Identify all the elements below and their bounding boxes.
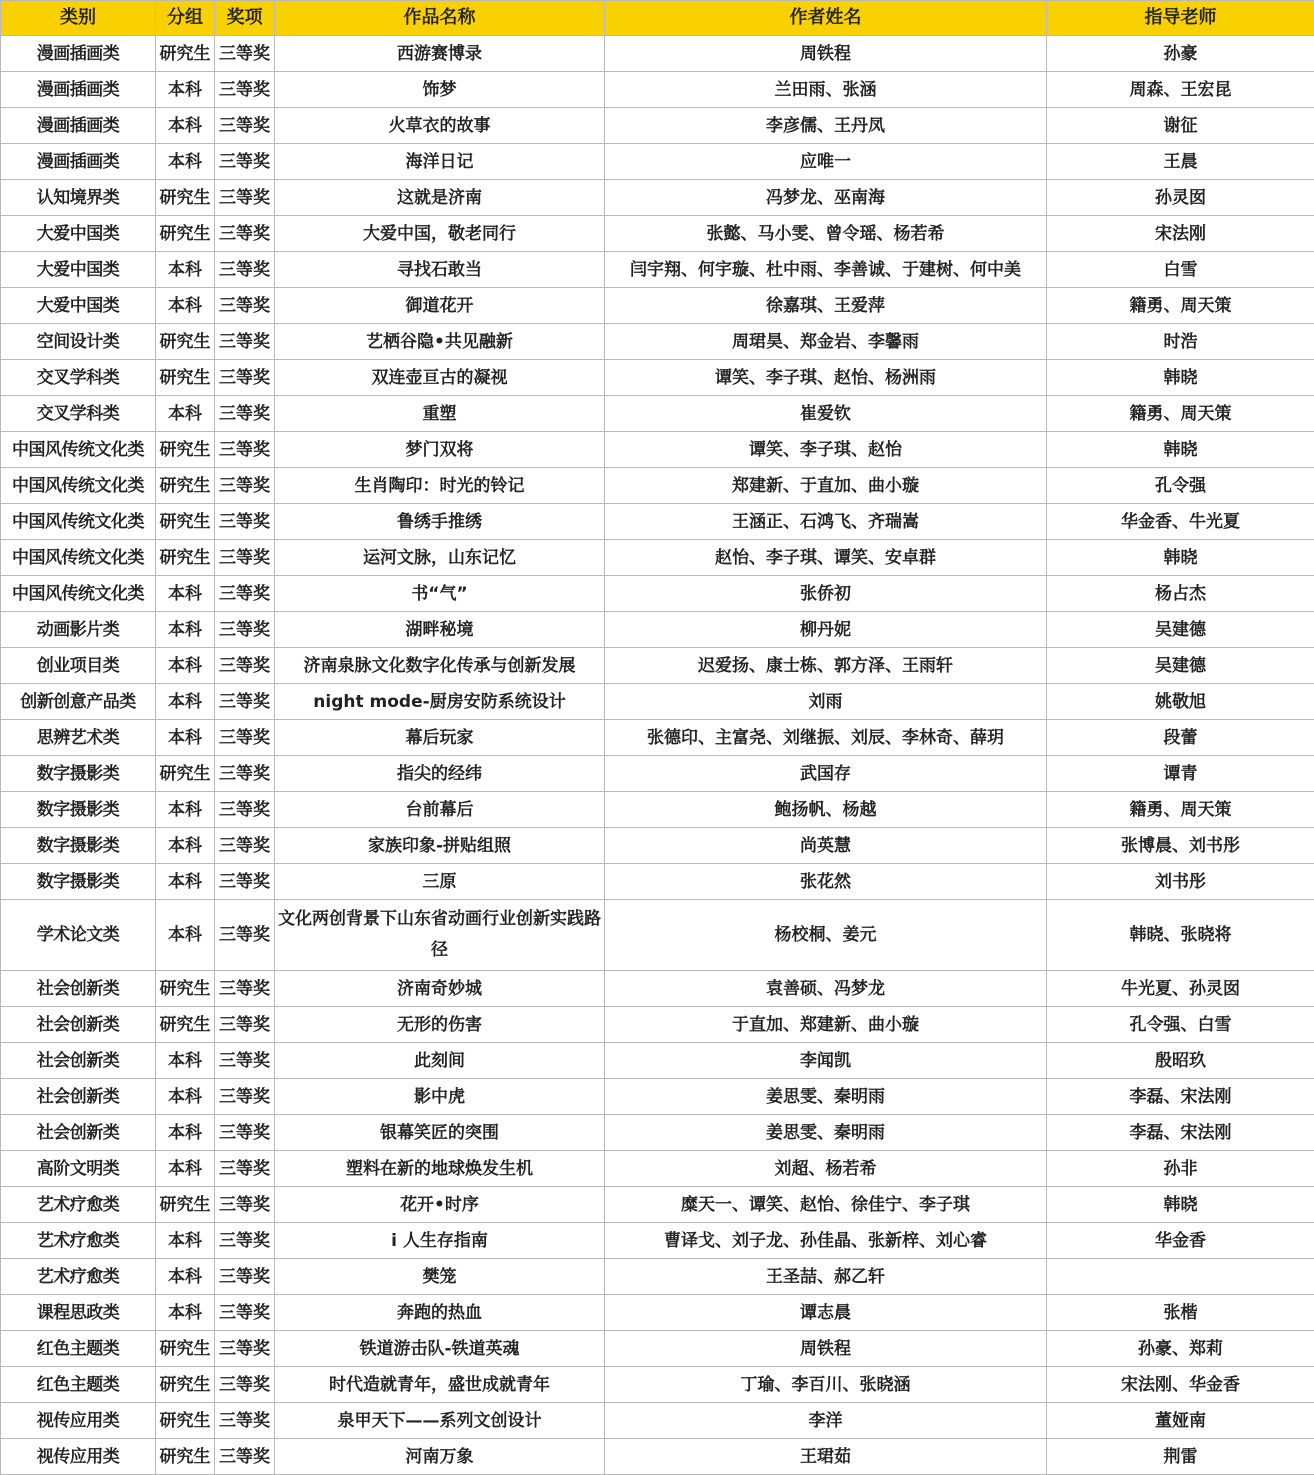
category-cell: 数字摄影类 xyxy=(1,864,156,900)
authors-cell: 张侨初 xyxy=(605,576,1047,612)
table-row xyxy=(1,252,1314,288)
table-row xyxy=(1,1439,1314,1475)
category-cell: 认知境界类 xyxy=(1,180,156,216)
table-row xyxy=(1,792,1314,828)
title-cell: 鲁绣手推绣 xyxy=(275,504,605,540)
authors-cell: 武国存 xyxy=(605,756,1047,792)
advisor-cell: 杨占杰 xyxy=(1047,576,1314,612)
advisor-cell: 孙豪 xyxy=(1047,36,1314,72)
advisor-cell: 孙豪、郑莉 xyxy=(1047,1331,1314,1367)
award-cell: 三等奖 xyxy=(215,216,275,252)
title-cell: 艺栖谷隐•共见融新 xyxy=(275,324,605,360)
title-cell: 铁道游击队-铁道英魂 xyxy=(275,1331,605,1367)
authors-cell: 刘雨 xyxy=(605,684,1047,720)
award-cell: 三等奖 xyxy=(215,108,275,144)
authors-cell: 冯梦龙、巫南海 xyxy=(605,180,1047,216)
category-cell: 大爱中国类 xyxy=(1,216,156,252)
advisor-cell: 籍勇、周天策 xyxy=(1047,792,1314,828)
group-cell: 本科 xyxy=(156,684,215,720)
advisor-cell: 李磊、宋法刚 xyxy=(1047,1079,1314,1115)
award-cell: 三等奖 xyxy=(215,360,275,396)
title-cell: 饰梦 xyxy=(275,72,605,108)
header-award: 奖项 xyxy=(215,1,275,36)
category-cell: 创业项目类 xyxy=(1,648,156,684)
authors-cell: 徐嘉琪、王爱萍 xyxy=(605,288,1047,324)
table-row xyxy=(1,828,1314,864)
award-cell: 三等奖 xyxy=(215,432,275,468)
table-row xyxy=(1,288,1314,324)
award-cell: 三等奖 xyxy=(215,72,275,108)
group-cell: 本科 xyxy=(156,1151,215,1187)
award-cell: 三等奖 xyxy=(215,1331,275,1367)
group-cell: 本科 xyxy=(156,144,215,180)
group-cell: 研究生 xyxy=(156,504,215,540)
advisor-cell: 白雪 xyxy=(1047,252,1314,288)
category-cell: 社会创新类 xyxy=(1,1007,156,1043)
advisor-cell: 王晨 xyxy=(1047,144,1314,180)
group-cell: 研究生 xyxy=(156,36,215,72)
table-row xyxy=(1,1187,1314,1223)
award-cell: 三等奖 xyxy=(215,504,275,540)
table-row xyxy=(1,612,1314,648)
award-cell: 三等奖 xyxy=(215,1115,275,1151)
title-cell: 书“气” xyxy=(275,576,605,612)
category-cell: 漫画插画类 xyxy=(1,72,156,108)
award-cell: 三等奖 xyxy=(215,612,275,648)
table-row xyxy=(1,216,1314,252)
advisor-cell: 吴建德 xyxy=(1047,648,1314,684)
award-cell: 三等奖 xyxy=(215,540,275,576)
advisor-cell: 华金香、牛光夏 xyxy=(1047,504,1314,540)
title-cell: 文化两创背景下山东省动画行业创新实践路径 xyxy=(275,900,605,971)
title-cell: 家族印象-拼贴组照 xyxy=(275,828,605,864)
authors-cell: 鲍扬帆、杨越 xyxy=(605,792,1047,828)
group-cell: 本科 xyxy=(156,1223,215,1259)
group-cell: 本科 xyxy=(156,900,215,971)
award-cell: 三等奖 xyxy=(215,864,275,900)
award-cell: 三等奖 xyxy=(215,1043,275,1079)
title-cell: 银幕笑匠的突围 xyxy=(275,1115,605,1151)
category-cell: 艺术疗愈类 xyxy=(1,1223,156,1259)
table-row xyxy=(1,1151,1314,1187)
category-cell: 大爱中国类 xyxy=(1,288,156,324)
table-row xyxy=(1,72,1314,108)
authors-cell: 应唯一 xyxy=(605,144,1047,180)
authors-cell: 张花然 xyxy=(605,864,1047,900)
table-row xyxy=(1,1007,1314,1043)
header-category: 类别 xyxy=(1,1,156,36)
authors-cell: 王涵正、石鸿飞、齐瑞嵩 xyxy=(605,504,1047,540)
table-row xyxy=(1,1043,1314,1079)
authors-cell: 王珺茹 xyxy=(605,1439,1047,1475)
category-cell: 课程思政类 xyxy=(1,1295,156,1331)
title-cell: 时代造就青年，盛世成就青年 xyxy=(275,1367,605,1403)
award-cell: 三等奖 xyxy=(215,1403,275,1439)
award-cell: 三等奖 xyxy=(215,1439,275,1475)
title-cell: 御道花开 xyxy=(275,288,605,324)
table-row xyxy=(1,1115,1314,1151)
group-cell: 本科 xyxy=(156,1079,215,1115)
authors-cell: 刘超、杨若希 xyxy=(605,1151,1047,1187)
authors-cell: 周珺昊、郑金岩、李馨雨 xyxy=(605,324,1047,360)
advisor-cell: 韩晓、张晓将 xyxy=(1047,900,1314,971)
award-cell: 三等奖 xyxy=(215,1187,275,1223)
table-row xyxy=(1,180,1314,216)
category-cell: 社会创新类 xyxy=(1,1043,156,1079)
group-cell: 本科 xyxy=(156,864,215,900)
award-cell: 三等奖 xyxy=(215,1151,275,1187)
advisor-cell: 籍勇、周天策 xyxy=(1047,288,1314,324)
table-row xyxy=(1,756,1314,792)
title-cell: 运河文脉，山东记忆 xyxy=(275,540,605,576)
authors-cell: 赵怡、李子琪、谭笑、安卓群 xyxy=(605,540,1047,576)
advisor-cell: 荆雷 xyxy=(1047,1439,1314,1475)
category-cell: 社会创新类 xyxy=(1,1115,156,1151)
advisor-cell: 宋法刚、华金香 xyxy=(1047,1367,1314,1403)
group-cell: 研究生 xyxy=(156,468,215,504)
authors-cell: 李洋 xyxy=(605,1403,1047,1439)
category-cell: 艺术疗愈类 xyxy=(1,1187,156,1223)
title-cell: 西游赛博录 xyxy=(275,36,605,72)
title-cell: 影中虎 xyxy=(275,1079,605,1115)
authors-cell: 张德印、主富尧、刘继振、刘辰、李林奇、薛玥 xyxy=(605,720,1047,756)
category-cell: 红色主题类 xyxy=(1,1367,156,1403)
table-row xyxy=(1,576,1314,612)
authors-cell: 姜思雯、秦明雨 xyxy=(605,1115,1047,1151)
category-cell: 高阶文明类 xyxy=(1,1151,156,1187)
advisor-cell: 孔令强、白雪 xyxy=(1047,1007,1314,1043)
advisor-cell: 谭青 xyxy=(1047,756,1314,792)
group-cell: 研究生 xyxy=(156,1439,215,1475)
authors-cell: 周铁程 xyxy=(605,36,1047,72)
table-row xyxy=(1,468,1314,504)
group-cell: 研究生 xyxy=(156,1187,215,1223)
award-cell: 三等奖 xyxy=(215,1223,275,1259)
award-cell: 三等奖 xyxy=(215,684,275,720)
header-authors: 作者姓名 xyxy=(605,1,1047,36)
authors-cell: 姜思雯、秦明雨 xyxy=(605,1079,1047,1115)
group-cell: 本科 xyxy=(156,828,215,864)
group-cell: 本科 xyxy=(156,612,215,648)
table-row xyxy=(1,1295,1314,1331)
group-cell: 本科 xyxy=(156,648,215,684)
header-row xyxy=(1,1,1314,36)
award-cell: 三等奖 xyxy=(215,288,275,324)
category-cell: 数字摄影类 xyxy=(1,828,156,864)
category-cell: 视传应用类 xyxy=(1,1439,156,1475)
table-row xyxy=(1,971,1314,1007)
advisor-cell: 孙非 xyxy=(1047,1151,1314,1187)
category-cell: 漫画插画类 xyxy=(1,108,156,144)
advisor-cell: 刘书彤 xyxy=(1047,864,1314,900)
advisor-cell: 韩晓 xyxy=(1047,1187,1314,1223)
group-cell: 研究生 xyxy=(156,1331,215,1367)
category-cell: 艺术疗愈类 xyxy=(1,1259,156,1295)
title-cell: 樊笼 xyxy=(275,1259,605,1295)
advisor-cell: 孙灵囡 xyxy=(1047,180,1314,216)
header-advisor: 指导老师 xyxy=(1047,1,1314,36)
category-cell: 漫画插画类 xyxy=(1,36,156,72)
category-cell: 视传应用类 xyxy=(1,1403,156,1439)
group-cell: 本科 xyxy=(156,252,215,288)
group-cell: 本科 xyxy=(156,792,215,828)
authors-cell: 李彦儒、王丹凤 xyxy=(605,108,1047,144)
group-cell: 研究生 xyxy=(156,216,215,252)
advisor-cell: 韩晓 xyxy=(1047,540,1314,576)
title-cell: 三原 xyxy=(275,864,605,900)
award-cell: 三等奖 xyxy=(215,1259,275,1295)
award-cell: 三等奖 xyxy=(215,1079,275,1115)
table-row xyxy=(1,324,1314,360)
award-cell: 三等奖 xyxy=(215,180,275,216)
group-cell: 本科 xyxy=(156,1115,215,1151)
category-cell: 红色主题类 xyxy=(1,1331,156,1367)
title-cell: 大爱中国，敬老同行 xyxy=(275,216,605,252)
table-row xyxy=(1,360,1314,396)
authors-cell: 杨校桐、姜元 xyxy=(605,900,1047,971)
authors-cell: 尚英慧 xyxy=(605,828,1047,864)
award-cell: 三等奖 xyxy=(215,468,275,504)
title-cell: 此刻间 xyxy=(275,1043,605,1079)
category-cell: 中国风传统文化类 xyxy=(1,468,156,504)
award-cell: 三等奖 xyxy=(215,720,275,756)
award-cell: 三等奖 xyxy=(215,1367,275,1403)
title-cell: 重塑 xyxy=(275,396,605,432)
authors-cell: 袁善硕、冯梦龙 xyxy=(605,971,1047,1007)
award-cell: 三等奖 xyxy=(215,1295,275,1331)
category-cell: 漫画插画类 xyxy=(1,144,156,180)
title-cell: 这就是济南 xyxy=(275,180,605,216)
table-row xyxy=(1,720,1314,756)
table-row xyxy=(1,540,1314,576)
table-row xyxy=(1,144,1314,180)
title-cell: 海洋日记 xyxy=(275,144,605,180)
group-cell: 本科 xyxy=(156,1043,215,1079)
title-cell: i 人生存指南 xyxy=(275,1223,605,1259)
title-cell: 济南奇妙城 xyxy=(275,971,605,1007)
table-row xyxy=(1,36,1314,72)
advisor-cell: 吴建德 xyxy=(1047,612,1314,648)
table-row xyxy=(1,684,1314,720)
group-cell: 研究生 xyxy=(156,1403,215,1439)
title-cell: 台前幕后 xyxy=(275,792,605,828)
title-cell: night mode-厨房安防系统设计 xyxy=(275,684,605,720)
award-cell: 三等奖 xyxy=(215,792,275,828)
category-cell: 大爱中国类 xyxy=(1,252,156,288)
group-cell: 本科 xyxy=(156,1295,215,1331)
title-cell: 奔跑的热血 xyxy=(275,1295,605,1331)
award-cell: 三等奖 xyxy=(215,324,275,360)
award-cell: 三等奖 xyxy=(215,971,275,1007)
table-row xyxy=(1,864,1314,900)
group-cell: 本科 xyxy=(156,1259,215,1295)
advisor-cell: 时浩 xyxy=(1047,324,1314,360)
group-cell: 研究生 xyxy=(156,1367,215,1403)
title-cell: 无形的伤害 xyxy=(275,1007,605,1043)
award-cell: 三等奖 xyxy=(215,36,275,72)
award-cell: 三等奖 xyxy=(215,900,275,971)
table-row xyxy=(1,1403,1314,1439)
advisor-cell: 张博晨、刘书彤 xyxy=(1047,828,1314,864)
advisor-cell: 牛光夏、孙灵囡 xyxy=(1047,971,1314,1007)
authors-cell: 王圣喆、郝乙轩 xyxy=(605,1259,1047,1295)
authors-cell: 郑建新、于直加、曲小璇 xyxy=(605,468,1047,504)
category-cell: 交叉学科类 xyxy=(1,360,156,396)
advisor-cell: 韩晓 xyxy=(1047,360,1314,396)
authors-cell: 李闻凯 xyxy=(605,1043,1047,1079)
award-cell: 三等奖 xyxy=(215,648,275,684)
category-cell: 学术论文类 xyxy=(1,900,156,971)
authors-cell: 谭笑、李子琪、赵怡 xyxy=(605,432,1047,468)
advisor-cell: 董娅南 xyxy=(1047,1403,1314,1439)
title-cell: 梦门双将 xyxy=(275,432,605,468)
authors-cell: 曹译戈、刘子龙、孙佳晶、张新梓、刘心睿 xyxy=(605,1223,1047,1259)
table-row xyxy=(1,1259,1314,1295)
authors-cell: 张懿、马小雯、曾令瑶、杨若希 xyxy=(605,216,1047,252)
title-cell: 花开•时序 xyxy=(275,1187,605,1223)
header-title: 作品名称 xyxy=(275,1,605,36)
advisor-cell: 谢征 xyxy=(1047,108,1314,144)
authors-cell: 糜天一、谭笑、赵怡、徐佳宁、李子琪 xyxy=(605,1187,1047,1223)
title-cell: 塑料在新的地球焕发生机 xyxy=(275,1151,605,1187)
award-cell: 三等奖 xyxy=(215,1007,275,1043)
table-row xyxy=(1,1223,1314,1259)
category-cell: 创新创意产品类 xyxy=(1,684,156,720)
category-cell: 数字摄影类 xyxy=(1,756,156,792)
advisor-cell: 宋法刚 xyxy=(1047,216,1314,252)
group-cell: 研究生 xyxy=(156,540,215,576)
title-cell: 泉甲天下——系列文创设计 xyxy=(275,1403,605,1439)
authors-cell: 迟爱扬、康士栋、郭方泽、王雨轩 xyxy=(605,648,1047,684)
group-cell: 本科 xyxy=(156,288,215,324)
category-cell: 中国风传统文化类 xyxy=(1,504,156,540)
title-cell: 济南泉脉文化数字化传承与创新发展 xyxy=(275,648,605,684)
category-cell: 中国风传统文化类 xyxy=(1,576,156,612)
advisor-cell: 周森、王宏昆 xyxy=(1047,72,1314,108)
award-cell: 三等奖 xyxy=(215,828,275,864)
authors-cell: 柳丹妮 xyxy=(605,612,1047,648)
table-row xyxy=(1,504,1314,540)
category-cell: 社会创新类 xyxy=(1,971,156,1007)
advisor-cell xyxy=(1047,1259,1314,1295)
category-cell: 中国风传统文化类 xyxy=(1,540,156,576)
group-cell: 研究生 xyxy=(156,360,215,396)
table-row xyxy=(1,108,1314,144)
table-row xyxy=(1,1367,1314,1403)
group-cell: 本科 xyxy=(156,576,215,612)
group-cell: 研究生 xyxy=(156,432,215,468)
category-cell: 动画影片类 xyxy=(1,612,156,648)
advisor-cell: 姚敬旭 xyxy=(1047,684,1314,720)
table-row xyxy=(1,1079,1314,1115)
category-cell: 交叉学科类 xyxy=(1,396,156,432)
advisor-cell: 孔令强 xyxy=(1047,468,1314,504)
award-cell: 三等奖 xyxy=(215,252,275,288)
advisor-cell: 华金香 xyxy=(1047,1223,1314,1259)
authors-cell: 谭笑、李子琪、赵怡、杨洲雨 xyxy=(605,360,1047,396)
header-group: 分组 xyxy=(156,1,215,36)
authors-cell: 兰田雨、张涵 xyxy=(605,72,1047,108)
table-body xyxy=(1,36,1314,1475)
group-cell: 本科 xyxy=(156,396,215,432)
award-cell: 三等奖 xyxy=(215,144,275,180)
group-cell: 研究生 xyxy=(156,180,215,216)
authors-cell: 闫宇翔、何宇璇、杜中雨、李善诚、于建树、何中美 xyxy=(605,252,1047,288)
group-cell: 本科 xyxy=(156,108,215,144)
category-cell: 数字摄影类 xyxy=(1,792,156,828)
advisor-cell: 籍勇、周天策 xyxy=(1047,396,1314,432)
authors-cell: 丁瑜、李百川、张晓涵 xyxy=(605,1367,1047,1403)
title-cell: 指尖的经纬 xyxy=(275,756,605,792)
title-cell: 湖畔秘境 xyxy=(275,612,605,648)
table-row xyxy=(1,396,1314,432)
table-row xyxy=(1,648,1314,684)
authors-cell: 周铁程 xyxy=(605,1331,1047,1367)
group-cell: 本科 xyxy=(156,720,215,756)
category-cell: 中国风传统文化类 xyxy=(1,432,156,468)
authors-cell: 于直加、郑建新、曲小璇 xyxy=(605,1007,1047,1043)
title-cell: 双连壶亘古的凝视 xyxy=(275,360,605,396)
group-cell: 研究生 xyxy=(156,971,215,1007)
group-cell: 研究生 xyxy=(156,1007,215,1043)
advisor-cell: 段蕾 xyxy=(1047,720,1314,756)
group-cell: 本科 xyxy=(156,72,215,108)
award-cell: 三等奖 xyxy=(215,576,275,612)
category-cell: 社会创新类 xyxy=(1,1079,156,1115)
advisor-cell: 殷昭玖 xyxy=(1047,1043,1314,1079)
title-cell: 幕后玩家 xyxy=(275,720,605,756)
advisor-cell: 李磊、宋法刚 xyxy=(1047,1115,1314,1151)
authors-cell: 崔爱钦 xyxy=(605,396,1047,432)
advisor-cell: 韩晓 xyxy=(1047,432,1314,468)
title-cell: 火草衣的故事 xyxy=(275,108,605,144)
award-cell: 三等奖 xyxy=(215,396,275,432)
title-cell: 生肖陶印：时光的铃记 xyxy=(275,468,605,504)
title-cell: 寻找石敢当 xyxy=(275,252,605,288)
title-cell: 河南万象 xyxy=(275,1439,605,1475)
table-row xyxy=(1,1331,1314,1367)
category-cell: 空间设计类 xyxy=(1,324,156,360)
group-cell: 研究生 xyxy=(156,324,215,360)
authors-cell: 谭志晨 xyxy=(605,1295,1047,1331)
table-row xyxy=(1,900,1314,971)
category-cell: 思辨艺术类 xyxy=(1,720,156,756)
advisor-cell: 张楷 xyxy=(1047,1295,1314,1331)
award-cell: 三等奖 xyxy=(215,756,275,792)
table-row xyxy=(1,432,1314,468)
group-cell: 研究生 xyxy=(156,756,215,792)
